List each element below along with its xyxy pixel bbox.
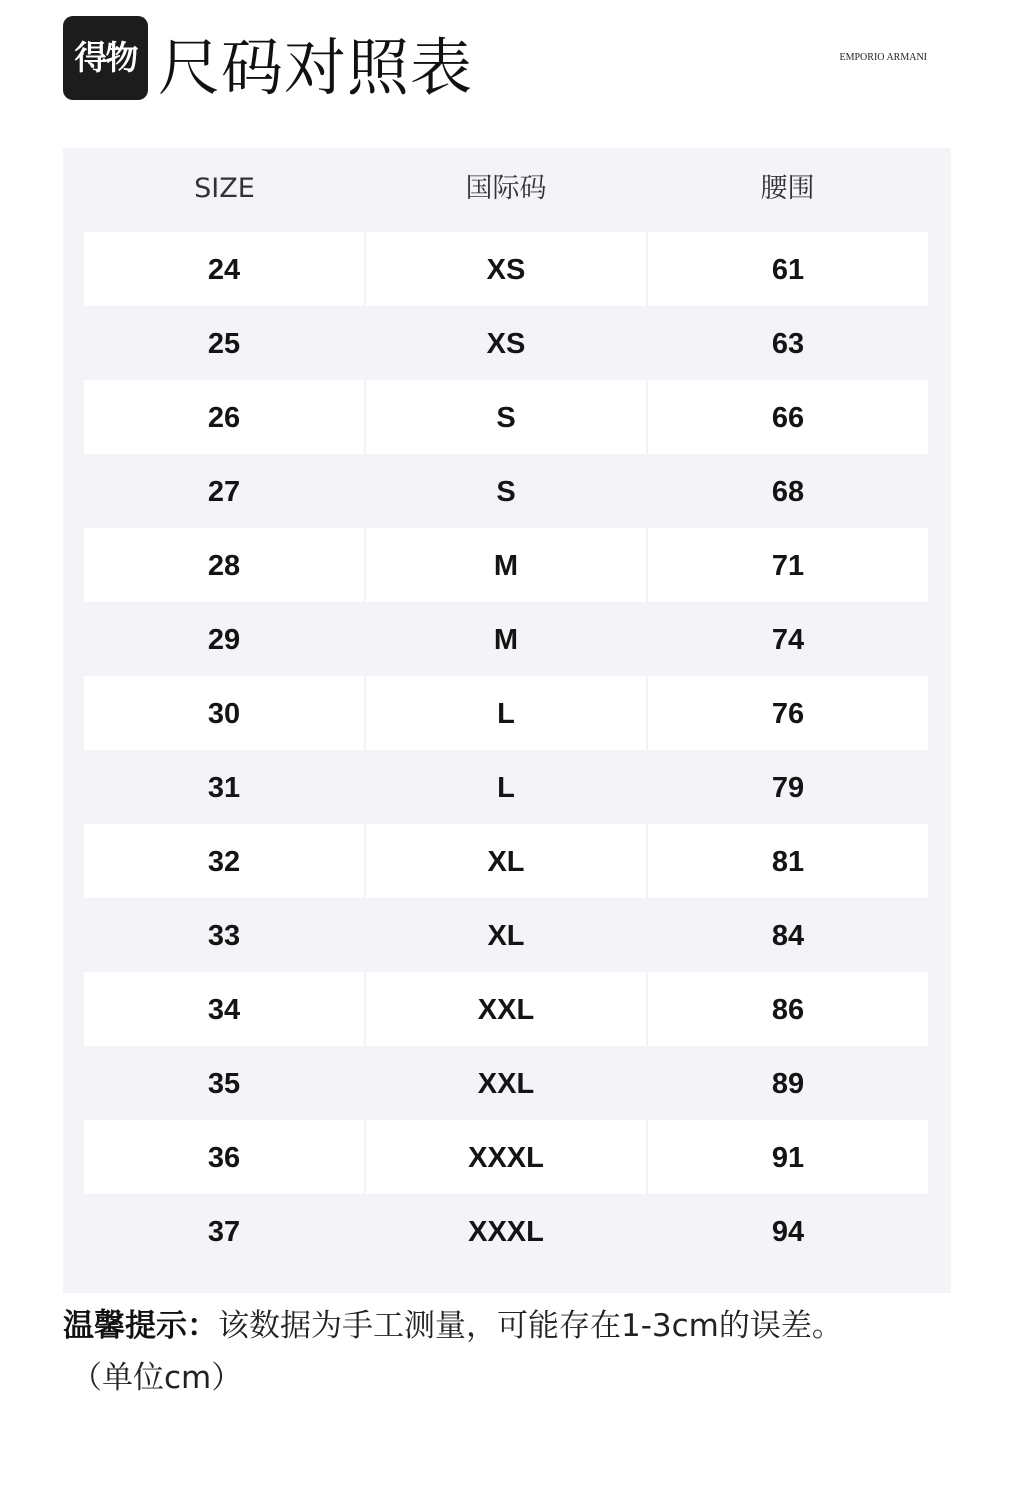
dewu-logo: 得物 (63, 16, 148, 100)
waist-cell: 79 (771, 772, 805, 804)
international-size-cell: L (366, 676, 646, 750)
table-row (84, 454, 928, 528)
waist-cell: 63 (771, 328, 805, 360)
notice-text: 该数据为手工测量，可能存在1-3cm的误差。 (218, 1308, 843, 1344)
column-header-size: SIZE (194, 173, 255, 204)
size-cell: 32 (84, 824, 364, 898)
size-cell: 31 (207, 772, 241, 804)
international-size-cell: XXL (366, 972, 646, 1046)
waist-cell: 61 (648, 232, 928, 306)
international-size-cell: XL (487, 920, 525, 952)
size-cell: 30 (84, 676, 364, 750)
table-row (84, 380, 928, 454)
international-size-cell: XL (366, 824, 646, 898)
waist-cell: 89 (771, 1068, 805, 1100)
size-cell: 34 (84, 972, 364, 1046)
size-cell: 24 (84, 232, 364, 306)
table-row (84, 306, 928, 380)
size-cell: 37 (207, 1216, 241, 1248)
measurement-notice (63, 1300, 963, 1404)
size-cell: 36 (84, 1120, 364, 1194)
international-size-cell: XXL (477, 1068, 535, 1100)
table-row (84, 602, 928, 676)
size-cell: 28 (84, 528, 364, 602)
page-title: 尺码对照表 (158, 31, 474, 104)
brand-logo: EMPORIO ARMANI (839, 52, 927, 63)
waist-cell: 68 (771, 476, 805, 508)
waist-cell: 71 (648, 528, 928, 602)
waist-cell: 84 (771, 920, 805, 952)
unit-note: （单位cm） (71, 1360, 243, 1396)
waist-cell: 91 (648, 1120, 928, 1194)
size-cell: 25 (207, 328, 241, 360)
table-row (84, 898, 928, 972)
waist-cell: 76 (648, 676, 928, 750)
size-cell: 29 (207, 624, 241, 656)
size-chart-table (63, 148, 951, 1293)
international-size-cell: S (366, 380, 646, 454)
header (63, 16, 951, 116)
table-row (84, 232, 928, 306)
waist-cell: 81 (648, 824, 928, 898)
waist-cell: 94 (771, 1216, 805, 1248)
size-cell: 35 (207, 1068, 241, 1100)
size-cell: 26 (84, 380, 364, 454)
table-row (84, 1194, 928, 1268)
table-row (84, 750, 928, 824)
table-row (84, 676, 928, 750)
waist-cell: 66 (648, 380, 928, 454)
international-size-cell: XS (366, 232, 646, 306)
waist-cell: 86 (648, 972, 928, 1046)
table-row (84, 1120, 928, 1194)
table-row (84, 972, 928, 1046)
international-size-cell: M (366, 528, 646, 602)
column-header-waist: 腰围 (760, 173, 815, 204)
international-size-cell: XS (486, 328, 526, 360)
waist-cell: 74 (771, 624, 805, 656)
size-cell: 27 (207, 476, 241, 508)
international-size-cell: S (496, 476, 516, 508)
table-row (84, 528, 928, 602)
international-size-cell: M (493, 624, 519, 656)
notice-label: 温馨提示： (63, 1308, 218, 1344)
table-row (84, 1046, 928, 1120)
international-size-cell: XXXL (366, 1120, 646, 1194)
international-size-cell: L (497, 772, 515, 804)
table-header (84, 148, 928, 232)
international-size-cell: XXXL (468, 1216, 544, 1248)
size-cell: 33 (207, 920, 241, 952)
table-body (84, 232, 928, 1268)
table-row (84, 824, 928, 898)
column-header-international-size: 国际码 (465, 173, 547, 204)
